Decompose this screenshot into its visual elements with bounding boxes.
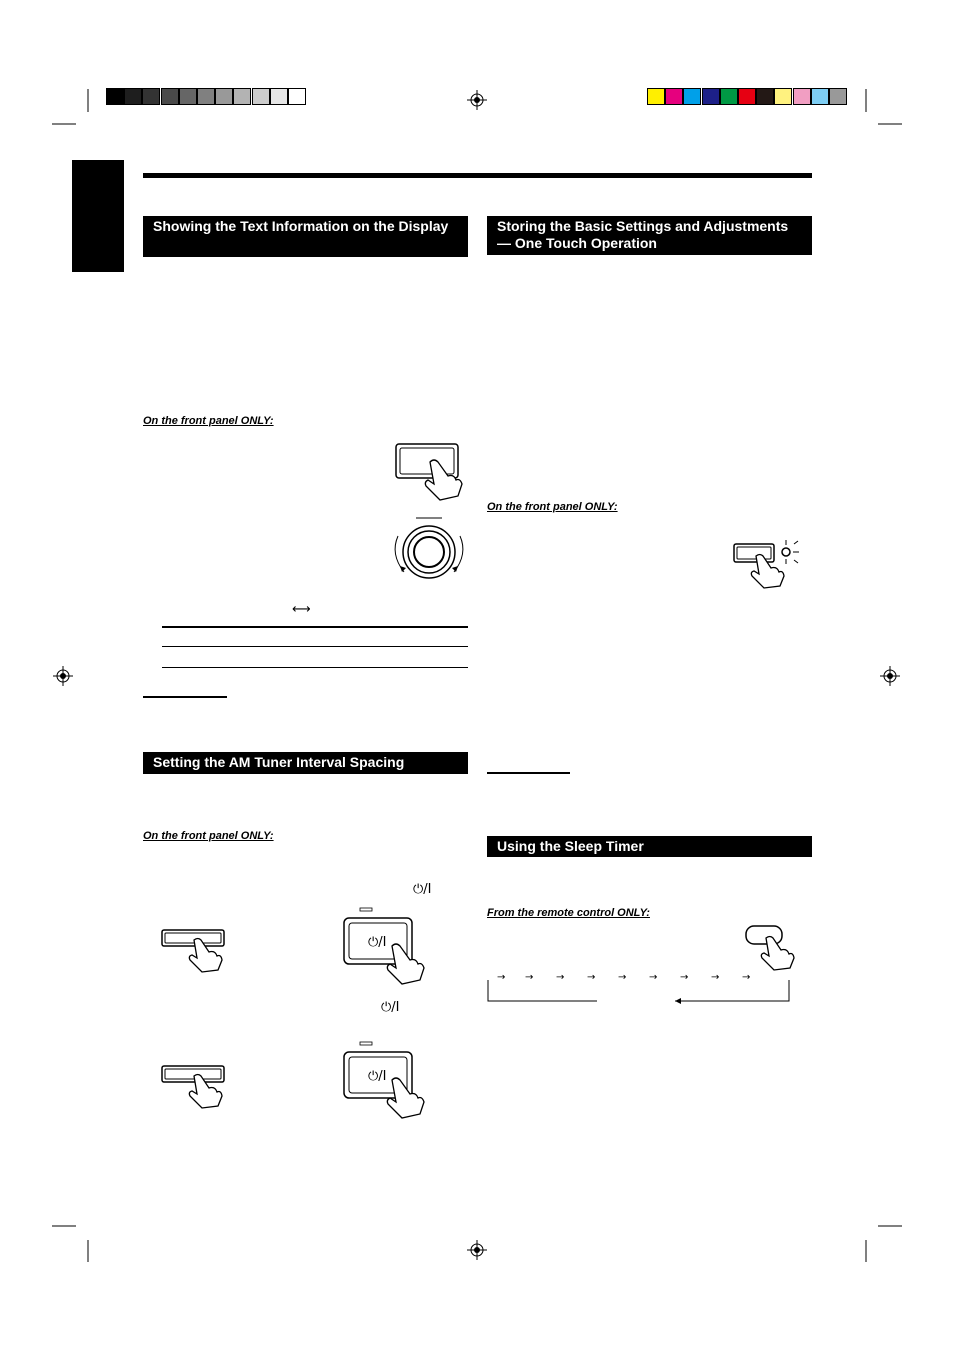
arrow-right-icon: → <box>680 972 689 983</box>
arrow-right-icon: → <box>742 972 751 983</box>
front-panel-only-note: On the front panel ONLY: <box>143 415 274 427</box>
double-arrow-icon: ⟷ <box>292 602 311 617</box>
power-button-icon <box>340 906 440 986</box>
finger-press-button-icon <box>160 1064 230 1108</box>
arrow-right-icon: → <box>587 972 596 983</box>
registration-mark-icon <box>880 666 900 686</box>
remote-control-only-note: From the remote control ONLY: <box>487 907 650 919</box>
header-rule <box>143 173 812 178</box>
loop-back-arrow <box>485 976 795 1006</box>
finger-press-button-icon <box>160 928 230 972</box>
registration-mark-icon <box>467 1240 487 1260</box>
svg-text:⏻/I: ⏻/I <box>368 1069 387 1084</box>
finger-press-button-icon <box>744 922 814 970</box>
lit-button-icon <box>732 538 812 588</box>
table-rule <box>162 626 468 628</box>
front-panel-only-note: On the front panel ONLY: <box>143 830 274 842</box>
table-rule <box>162 646 468 647</box>
power-symbol-label: ⏻/I <box>381 1000 400 1015</box>
section-heading-one-touch: Storing the Basic Settings and Adjustments — One Touch Operation <box>487 216 812 255</box>
power-symbol-label: ⏻/I <box>413 882 432 897</box>
section-heading-am-interval: Setting the AM Tuner Interval Spacing <box>143 752 468 774</box>
note-rule <box>143 696 227 698</box>
arrow-right-icon: → <box>618 972 627 983</box>
registration-mark-icon <box>467 90 487 110</box>
language-tab <box>72 160 124 272</box>
arrow-right-icon: → <box>525 972 534 983</box>
rotary-knob-icon <box>384 514 474 584</box>
front-panel-only-note: On the front panel ONLY: <box>487 501 618 513</box>
finger-press-button-icon <box>392 440 472 496</box>
power-button-icon <box>340 1040 440 1120</box>
arrow-right-icon: → <box>711 972 720 983</box>
arrow-right-icon: → <box>649 972 658 983</box>
arrow-right-icon: → <box>556 972 565 983</box>
section-heading-text-info: Showing the Text Information on the Display <box>143 216 468 257</box>
note-rule <box>487 772 570 774</box>
registration-mark-icon <box>53 666 73 686</box>
svg-text:⏻/I: ⏻/I <box>368 935 387 950</box>
arrow-right-icon: → <box>497 972 506 983</box>
section-heading-sleep-timer: Using the Sleep Timer <box>487 836 812 857</box>
table-rule <box>162 667 468 668</box>
